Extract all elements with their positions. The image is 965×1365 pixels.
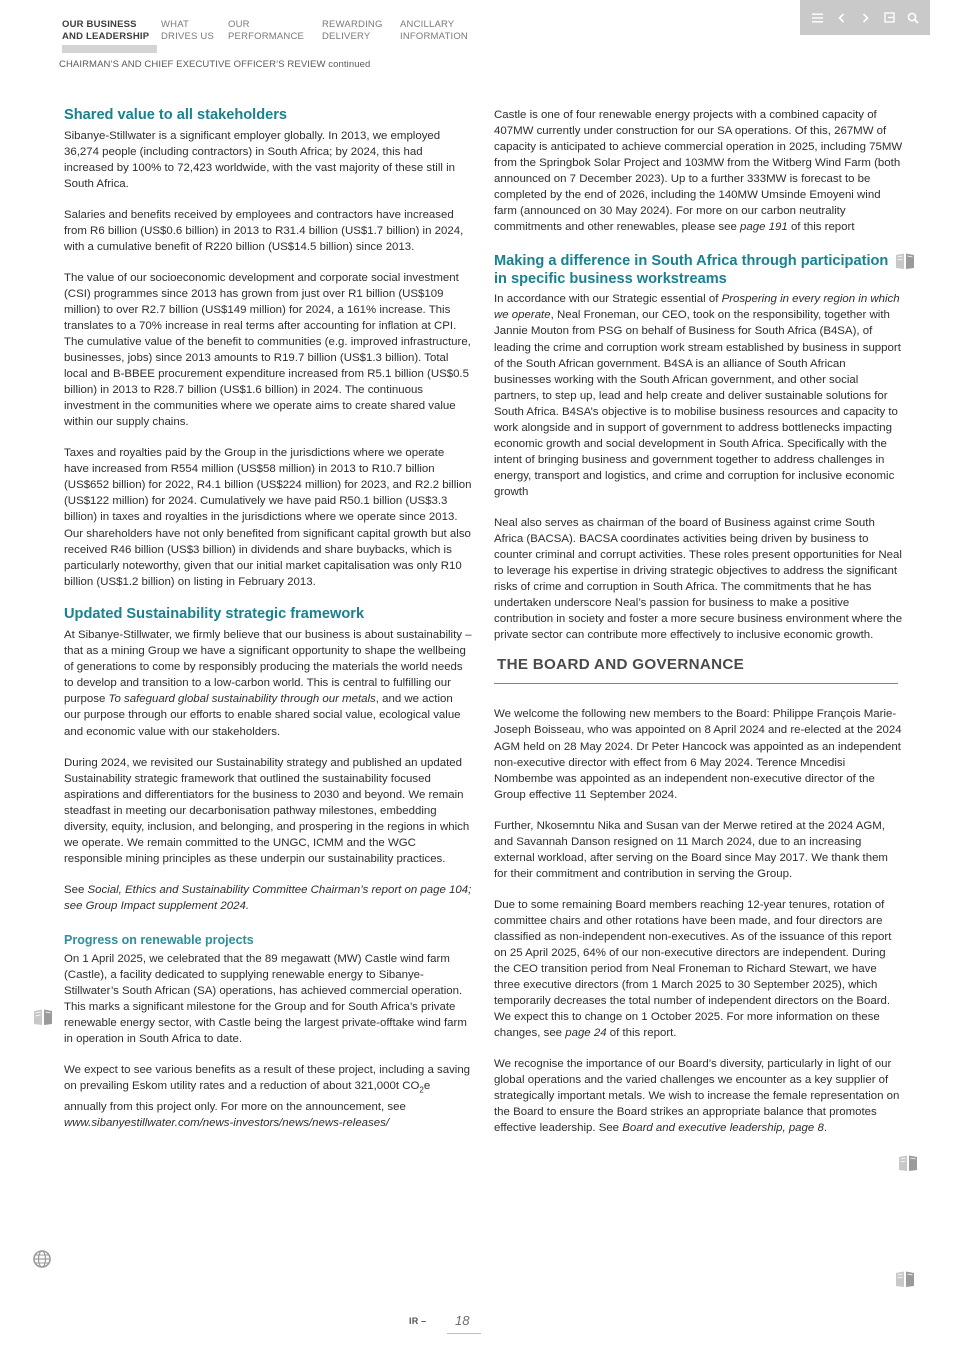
active-tab-indicator (62, 45, 157, 53)
heading-renewable-projects: Progress on renewable projects (64, 932, 254, 947)
text-run: e annually from this project only. For more on the announcement, see (64, 1080, 431, 1113)
heading-sustainability-framework: Updated Sustainability strategic framework (64, 605, 365, 622)
footer-report-code: IR – (409, 1316, 427, 1326)
paragraph-strategy-2024: During 2024, we revisited our Sustainability strategy and published an updated Sustainability strategic framework that outlined the sustainability focused aspirations and differentiators for the business to 2030 and beyond. We remain steadfast in meeting our decarbonisation pathway milestones, embedding diversity, equity, inclusion, and belonging, and prospering in the regions in which we operate. We remain committed to the UNGC, ICMM and the WGC responsible mining principles as these underpin our sustainability practices. (64, 756, 470, 865)
text-run: At Sibanye-Stillwater, we firmly believe that our business is about sustainability – that as a mining Group we have a significant opportunity to shape the wellbeing of generations to come by responsibly producing the materials the world needs to develop and transition to a low-carbon world. This is central to fulfilling our purpose (64, 629, 472, 706)
text-run: . (823, 1122, 827, 1135)
paragraph-renewable-capacity (494, 107, 904, 235)
book-icon[interactable] (895, 1269, 915, 1289)
nav-tab-line1: OUR (228, 19, 250, 30)
nav-tab-what-drives-us[interactable] (161, 19, 214, 43)
paragraph-diversity (494, 1056, 904, 1136)
paragraph-see-reference (64, 882, 472, 914)
nav-tab-line2: PERFORMANCE (228, 31, 305, 42)
footer-divider (447, 1333, 481, 1334)
book-icon[interactable] (898, 1153, 918, 1173)
right-column (494, 107, 904, 1152)
paragraph-castle-wind-farm: On 1 April 2025, we celebrated that the 89 megawatt (MW) Castle wind farm (Castle), a facility dedicated to supplying renewable energy to Sibanye-Stillwater’s South African (SA) operations, has achieved commercial operation. This marks a significant milestone for the Group and for South Africa’s private renewable energy sector, with Castle being the largest private-offtake wind farm in operation in South Africa to date. (64, 952, 467, 1046)
paragraph-bacsa: Neal also serves as chairman of the board of Business against crime South Africa (BACSA). BACSA coordinates activities being driven by business to counter criminal and corrupt activities. These roles present opportunities for Neal to leverage his expertise in driving strategic objectives to address the significant risks of crime and corruption in South Africa. The commitments that he has undertaken underscore Neal’s passion for business to make a positive contribution in society and foster a more secure business environment where the private sector can contribute more effectively to inclusive economic growth. (494, 516, 903, 642)
nav-tab-our-performance[interactable] (228, 19, 304, 43)
board-leadership-link[interactable]: Board and executive leadership, page 8 (622, 1122, 824, 1135)
paragraph-employees: Sibanye-Stillwater is a significant employer globally. In 2013, we employed 36,274 people (including contractors) in South Africa; by 2024, this had increased by 100% to 72,423 worldwide, with the vast majority of these still in South Africa. (64, 129, 455, 190)
nav-tab-line2: AND LEADERSHIP (62, 31, 150, 42)
nav-tab-rewarding-delivery[interactable] (322, 19, 383, 43)
toolbar (800, 0, 930, 35)
purpose-statement: To safeguard global sustainability through our metals (108, 693, 376, 706)
left-column (64, 107, 472, 1146)
text-run: of this report. (606, 1027, 677, 1040)
menu-icon[interactable] (811, 11, 824, 24)
book-icon[interactable] (33, 1007, 53, 1027)
export-icon[interactable] (883, 11, 896, 24)
paragraph-benefits (64, 1062, 472, 1130)
strategic-essential: Prospering in every region in which we operate (494, 293, 900, 322)
page-reference-link[interactable]: page 24 (565, 1027, 607, 1040)
globe-icon[interactable] (32, 1249, 52, 1269)
section-label-suffix: continued (328, 59, 371, 70)
nav-tab-line2: DRIVES US (161, 31, 215, 42)
text-run: In accordance with our Strategic essential of (494, 293, 722, 306)
nav-tab-ancillary-information[interactable] (400, 19, 468, 43)
text-run: of this report (787, 221, 855, 234)
heading-board-governance: THE BOARD AND GOVERNANCE (494, 647, 898, 684)
subscript: 2 (419, 1085, 424, 1095)
paragraph-retirements: Further, Nkosemntu Nika and Susan van der Merwe retired at the 2024 AGM, and Savannah Danson resigned on 11 March 2024, due to an increasing external workload, after serving on the Board since May 2017. We thank them for their commitment and contribution in serving the Group. (494, 819, 888, 880)
news-releases-link[interactable]: www.sibanyestillwater.com/news-investors/news/news-releases/ (64, 1116, 390, 1129)
book-icon[interactable] (895, 251, 915, 271)
paragraph-b4sa (494, 291, 904, 500)
paragraph-taxes: Taxes and royalties paid by the Group in the jurisdictions where we operate have increased from R554 million (US$58 million) in 2013 to R10.7 billion (US$652 billion) for 2022, R4.1 billion (US$224 million) for 2023, and R2.2 billion (US$122 million) for 2024. Cumulatively we have paid R50.1 billion (US$3.3 billion) in taxes and royalties in the jurisdictions where we operate since 2013. Our shareholders have not only benefited from significant capital growth but also received R46 billion (US$3 billion) in dividends and share buybacks, which is particularly noteworthy, given that our initial market capitalisation was only R10 billion (US$1.2 billion) on listing in February 2013. (64, 447, 472, 588)
chevron-left-icon[interactable] (835, 11, 848, 24)
nav-tab-our-business[interactable] (62, 19, 149, 43)
nav-tab-line1: REWARDING (322, 19, 383, 30)
reference-link[interactable]: Social, Ethics and Sustainability Committee Chairman’s report on page 104; see Group Impact supplement 2024. (64, 883, 472, 912)
section-label (59, 59, 370, 70)
nav-tab-line2: DELIVERY (322, 31, 371, 42)
nav-tab-line1: WHAT (161, 19, 190, 30)
heading-shared-value: Shared value to all stakeholders (64, 107, 288, 123)
page-number: 18 (455, 1313, 470, 1328)
search-icon[interactable] (907, 11, 920, 24)
section-label-main: CHAIRMAN’S AND CHIEF EXECUTIVE OFFICER’S REVIEW (59, 59, 326, 70)
paragraph-new-members: We welcome the following new members to the Board: Philippe François Marie-Joseph Boisseau, who was appointed on 8 April 2024 and re-elected at the 2024 AGM held on 28 May 2024. Dr Peter Hancock was appointed as an independent non-executive director with effect from 6 May 2024. Terence Mncedisi Nombembe was appointed as an independent non-executive director of the Group effective 11 September 2024. (494, 708, 902, 801)
paragraph-independence (494, 897, 904, 1041)
nav-tab-line1: ANCILLARY (400, 19, 455, 30)
text-run: See (64, 883, 88, 896)
text-run: Due to some remaining Board members reaching 12-year tenures, rotation of committee chairs and other rotations have been made, and four directors are classified as non-independent non-executives. As of the issuance of this report on 25 April 2025, 64% of our non-executive directors are independent. During the CEO transition period from Neal Froneman to Richard Stewart, we have three executive directors (from 1 March 2025 to 30 September 2025), which temporarily decreases the total number of independent directors on the Board. We expect this to change on 1 October 2025. For more information on these changes, see (494, 898, 892, 1040)
nav-tab-line1: OUR BUSINESS (62, 19, 137, 30)
text-run: , and we action our purpose through our efforts to enable shared social value, ecological value and economic value with our stakeholders. (64, 693, 461, 738)
nav-tab-line2: INFORMATION (400, 31, 468, 42)
text-run: , Neal Froneman, our CEO, took on the responsibility, together with Jannie Mouton from PSG on behalf of Business for South Africa (B4SA), of leading the crime and corruption work stream established by business in support of the South African government. B4SA is an alliance of South African businesses working with the South African government, and other social partners, to step up, lead and help create and deliver sustainable solutions for South Africa. B4SA’s objective is to mobilise business resources and capacity to work alongside and in support of government to address bottlenecks impacting economic growth and social development in South Africa. Specifically with the intent of bringing business and government together to address challenges in energy, transport and logistics, and crime and corruption for inclusive economic growth (494, 309, 901, 498)
text-run: Castle is one of four renewable energy projects with a combined capacity of 407MW currently under construction for our SA operations. Of this, 267MW of capacity is anticipated to achieve commercial operation in 2025, including 75MW from the Springbok Solar Project and 103MW from the Witberg Wind Farm (both announced on 7 December 2023). Up to a further 333MW is forecast to be completed by the end of 2026, including the 140MW Umsinde Emoyeni wind farm (announced on 30 May 2024). For more on our carbon neutrality commitments and other renewables, please see (494, 109, 903, 234)
paragraph-salaries: Salaries and benefits received by employees and contractors have increased from R6 billion (US$0.6 billion) in 2013 to R31.4 billion (US$1.7 billion) in 2024, with a cumulative benefit of R220 billion (US$14.5 billion) since 2013. (64, 208, 464, 253)
heading-making-a-difference: Making a difference in South Africa through participation in specific business workstreams (494, 253, 889, 287)
paragraph-csi: The value of our socioeconomic development and corporate social investment (CSI) programmes since 2013 has grown from just over R1 billion (US$109 million) to over R2.7 billion (US$149 million) for 2024, a 161% increase. This translates to a 70% increase in real terms after accounting for inflation at CPI. The cumulative value of the benefit to communities (e.g. improved infrastructure, businesses, jobs) since 2013 amounts to R19.7 billion (US$1.3 billion). Total local and B-BBEE procurement expenditure increased from R5.1 billion (US$0.5 billion) in 2013 to R28.7 billion (US$1.6 billion) in 2024. The continuous investment in the communities where we operate aims to create shared value within our supply chains. (64, 271, 471, 429)
page-reference-link[interactable]: page 191 (740, 221, 788, 234)
chevron-right-icon[interactable] (859, 11, 872, 24)
text-run: We expect to see various benefits as a result of these project, including a saving on prevailing Eskom utility rates and a reduction of about 321,000t CO (64, 1064, 471, 1093)
text-run: We recognise the importance of our Board’s diversity, particularly in light of our global operations and the varied challenges we encounter as a key supplier of strategically important metals. We wish to increase the female representation on the Board to ensure the Board strikes an appropriate balance that promotes effective leadership. See (494, 1058, 900, 1135)
paragraph-sustainability (64, 627, 472, 739)
